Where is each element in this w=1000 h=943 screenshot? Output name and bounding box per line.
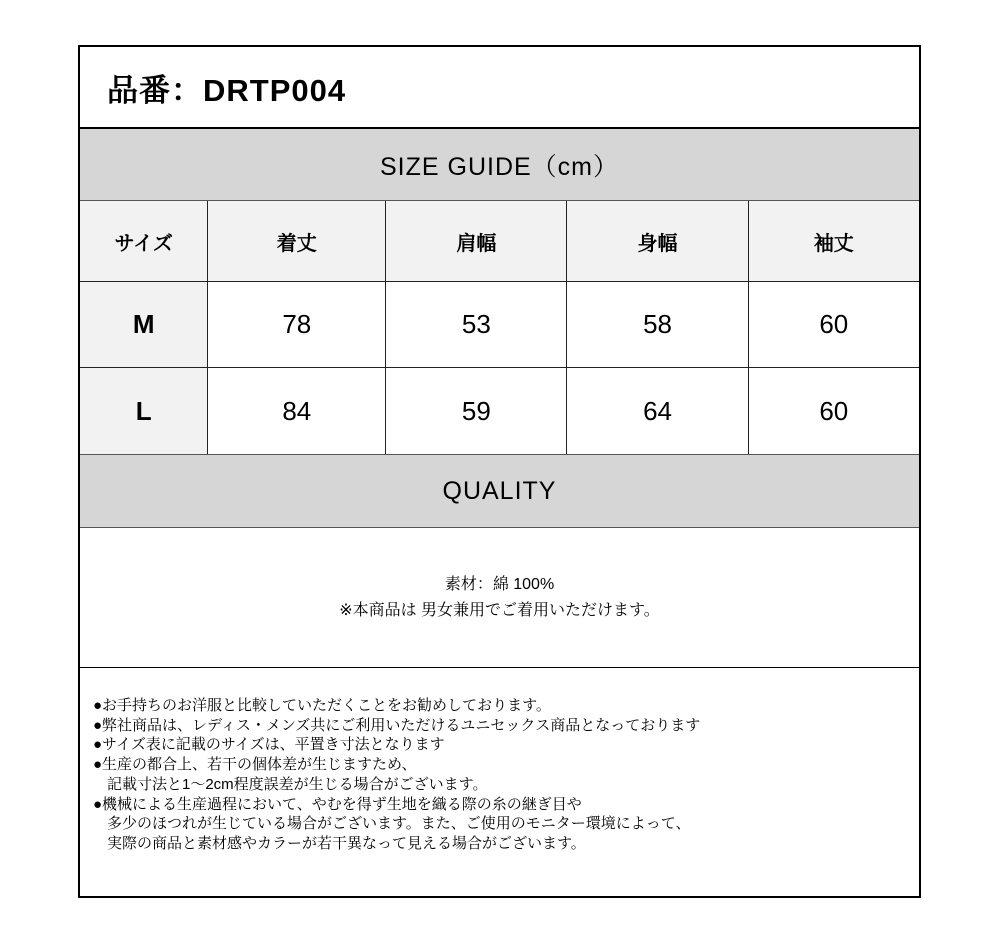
note-line: ●弊社商品は、レディス・メンズ共にご利用いただけるユニセックス商品となっております bbox=[93, 716, 701, 734]
quality-header-bar bbox=[80, 454, 919, 528]
note-line-continuation: 多少のほつれが生じている場合がございます。また、ご使用のモニター環境によって、 bbox=[107, 815, 691, 833]
quality-title: QUALITY bbox=[442, 476, 557, 505]
note-line: ●生産の都合上、若干の個体差が生じますため、 bbox=[93, 756, 417, 774]
note-line-continuation: 記載寸法と1～2cm程度誤差が生じる場合がございます。 bbox=[107, 775, 488, 793]
size-row-l-width: 64 bbox=[567, 368, 748, 454]
product-code-label: 品番：DRTP004 bbox=[107, 72, 347, 108]
size-guide-title: SIZE GUIDE（cm） bbox=[379, 152, 619, 181]
size-row-m-shoulder: 53 bbox=[386, 282, 567, 368]
size-table-header-length: 着丈 bbox=[208, 201, 386, 282]
note-line: ●サイズ表に記載のサイズは、平置き寸法となります bbox=[93, 736, 445, 754]
size-row-m-sleeve: 60 bbox=[749, 282, 919, 368]
size-row-l-sleeve: 60 bbox=[749, 368, 919, 454]
product-code-row bbox=[80, 47, 919, 129]
quality-content bbox=[80, 528, 919, 667]
size-row-l-label: L bbox=[80, 368, 208, 454]
note-line: ●機械による生産過程において、やむを得ず生地を織る際の糸の継ぎ目や bbox=[93, 795, 582, 813]
unisex-line: ※本商品は 男女兼用でご着用いただけます。 bbox=[339, 601, 660, 619]
size-guide-header-bar bbox=[80, 129, 919, 201]
size-row-l-shoulder: 59 bbox=[386, 368, 567, 454]
size-row-m-label: M bbox=[80, 282, 208, 368]
note-line-continuation: 実際の商品と素材感やカラーが若干異なって見える場合がございます。 bbox=[107, 834, 586, 852]
size-row-l-length: 84 bbox=[208, 368, 386, 454]
size-row-m-length: 78 bbox=[208, 282, 386, 368]
size-table-header-width: 身幅 bbox=[567, 201, 748, 282]
size-table-header-sleeve: 袖丈 bbox=[749, 201, 919, 282]
size-chart-sheet bbox=[78, 45, 921, 898]
size-table bbox=[80, 201, 919, 454]
size-table-header-size: サイズ bbox=[80, 201, 208, 282]
size-row-m-width: 58 bbox=[567, 282, 748, 368]
size-table-header-shoulder: 肩幅 bbox=[386, 201, 567, 282]
note-line: ●お手持ちのお洋服と比較していただくことをお勧めしております。 bbox=[93, 697, 551, 714]
material-line: 素材：綿 100% bbox=[444, 575, 555, 593]
care-notes bbox=[80, 667, 919, 896]
